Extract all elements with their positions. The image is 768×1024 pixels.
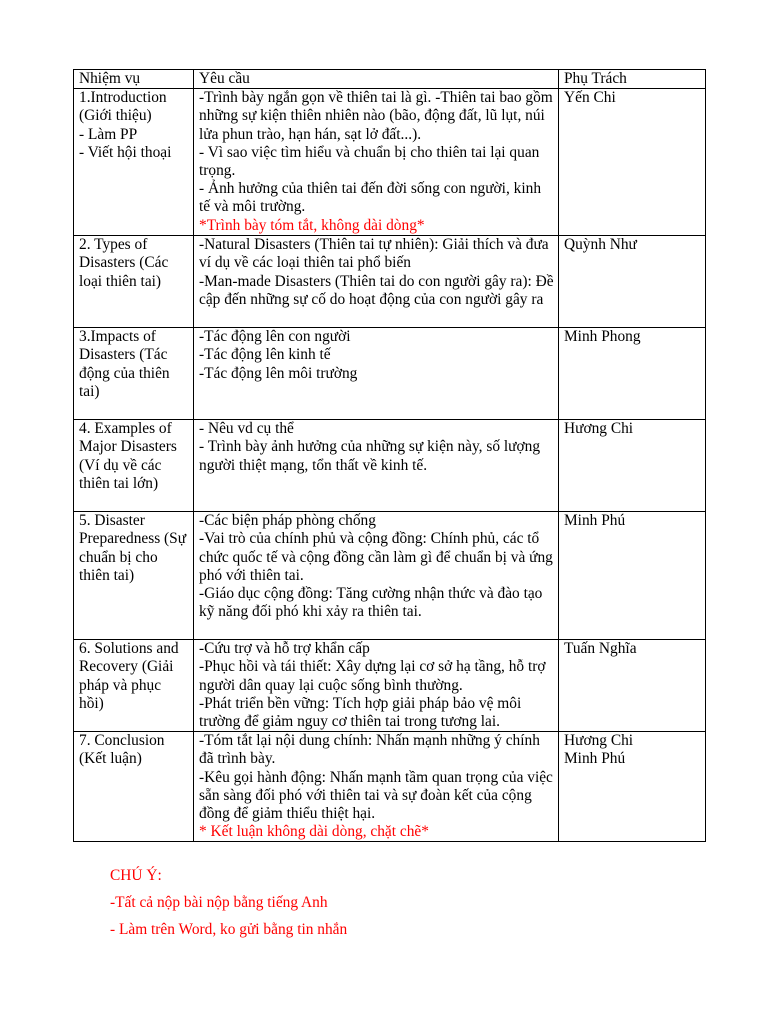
owner-name: Yến Chi xyxy=(564,89,616,107)
requirement-line: - Nêu vd cụ thể xyxy=(199,420,294,438)
owner-name: Quỳnh Như xyxy=(564,236,637,254)
table-row xyxy=(74,732,706,842)
requirement-line: -Tác động lên con người xyxy=(199,328,351,346)
owner-cell xyxy=(559,420,706,512)
owner-cell xyxy=(559,512,706,640)
table-row xyxy=(74,512,706,640)
task-line: 7. Conclusion (Kết luận) xyxy=(79,732,165,768)
owner-name: Hương Chi xyxy=(564,732,634,750)
requirement-line: -Phục hồi và tái thiết: Xây dựng lại cơ sở hạ tầng, hỗ trợ người dân quay lại cuộc sống bình thường. xyxy=(199,658,546,694)
owner-cell xyxy=(559,732,706,842)
requirements-cell xyxy=(194,640,559,732)
task-cell xyxy=(74,512,194,640)
owner-cell xyxy=(559,236,706,328)
note-item: -Tất cả nộp bài nộp bằng tiếng Anh xyxy=(110,894,328,911)
table-header-row xyxy=(74,70,706,89)
owner-name: Minh Phong xyxy=(564,328,641,346)
task-cell xyxy=(74,89,194,236)
table-row xyxy=(74,420,706,512)
requirement-line: -Tác động lên kinh tế xyxy=(199,346,331,364)
task-line: - Viết hội thoại xyxy=(79,143,172,161)
note-item: - Làm trên Word, ko gửi bằng tin nhắn xyxy=(110,921,348,938)
task-cell xyxy=(74,236,194,328)
task-line: 6. Solutions and Recovery (Giải pháp và phục hồi) xyxy=(79,640,179,712)
task-cell xyxy=(74,640,194,732)
header-task: Nhiệm vụ xyxy=(74,70,194,89)
task-cell xyxy=(74,420,194,512)
task-table xyxy=(73,69,706,842)
requirement-line: -Vai trò của chính phủ và cộng đồng: Chính phủ, các tổ chức quốc tế và cộng đồng cần làm gì để chuẩn bị và ứng phó với thiên tai. xyxy=(199,530,553,584)
task-table-body xyxy=(74,70,706,842)
requirements-cell xyxy=(194,512,559,640)
table-row xyxy=(74,236,706,328)
notes-title: CHÚ Ý: xyxy=(110,867,162,884)
header-owner: Phụ Trách xyxy=(559,70,706,89)
requirement-line: - Vì sao việc tìm hiểu và chuẩn bị cho thiên tai lại quan trọng. xyxy=(199,143,540,180)
requirement-line: -Cứu trợ và hỗ trợ khẩn cấp xyxy=(199,640,370,658)
requirement-note: * Kết luận không dài dòng, chặt chẽ* xyxy=(199,823,429,841)
task-line: - Làm PP xyxy=(79,125,138,143)
task-line: 5. Disaster Preparedness (Sự chuẩn bị cho thiên tai) xyxy=(79,512,187,584)
requirement-line: -Các biện pháp phòng chống xyxy=(199,512,376,530)
task-line: 1.Introduction (Giới thiệu) xyxy=(79,89,167,125)
requirements-cell xyxy=(194,89,559,236)
requirement-line: -Tóm tắt lại nội dung chính: Nhấn mạnh những ý chính đã trình bày. xyxy=(199,732,540,768)
task-line: 2. Types of Disasters (Các loại thiên tai) xyxy=(79,236,169,290)
table-row xyxy=(74,89,706,236)
owner-name: Hương Chi xyxy=(564,420,634,438)
owner-cell xyxy=(559,328,706,420)
requirements-cell xyxy=(194,236,559,328)
table-row xyxy=(74,328,706,420)
task-cell xyxy=(74,328,194,420)
requirement-note: *Trình bày tóm tắt, không dài dòng* xyxy=(199,216,425,234)
owner-name: Minh Phú xyxy=(564,512,626,530)
requirement-line: - Trình bày ảnh hưởng của những sự kiện này, số lượng người thiệt mạng, tổn thất về kinh tế. xyxy=(199,438,541,474)
header-requirements: Yêu cầu xyxy=(194,70,559,89)
requirement-line: -Kêu gọi hành động: Nhấn mạnh tầm quan trọng của việc sẵn sàng đối phó với thiên tai và sự đoàn kết của cộng đồng để giảm thiểu thiệt hại. xyxy=(199,768,553,823)
requirement-line: -Tác động lên môi trường xyxy=(199,364,358,382)
notes-section xyxy=(110,867,347,948)
requirements-cell xyxy=(194,420,559,512)
requirement-line: -Man-made Disasters (Thiên tai do con người gây ra): Đề cập đến những sự cố do hoạt động của con người gây ra xyxy=(199,272,554,308)
owner-cell xyxy=(559,89,706,236)
task-line: 4. Examples of Major Disasters (Ví dụ về các thiên tai lớn) xyxy=(79,420,177,492)
owner-name: Minh Phú xyxy=(564,750,626,768)
requirements-cell xyxy=(194,732,559,842)
requirement-line: -Trình bày ngắn gọn về thiên tai là gì. -Thiên tai bao gồm những sự kiện thiên nhiên nào (bão, động đất, lũ lụt, núi lửa phun trào, hạn hán, sạt lở đất...). xyxy=(199,89,553,143)
owner-cell xyxy=(559,640,706,732)
requirement-line: -Phát triển bền vững: Tích hợp giải pháp bảo vệ môi trường để giảm nguy cơ thiên tai trong tương lai. xyxy=(199,694,522,731)
requirements-cell xyxy=(194,328,559,420)
task-line: 3.Impacts of Disasters (Tác động của thiên tai) xyxy=(79,328,170,400)
task-cell xyxy=(74,732,194,842)
owner-name: Tuấn Nghĩa xyxy=(564,640,637,658)
table-row xyxy=(74,640,706,732)
requirement-line: - Ảnh hưởng của thiên tai đến đời sống con người, kinh tế và môi trường. xyxy=(199,180,542,216)
requirement-line: -Giáo dục cộng đồng: Tăng cường nhận thức và đào tạo kỹ năng đối phó khi xảy ra thiên tai. xyxy=(199,585,543,621)
requirement-line: -Natural Disasters (Thiên tai tự nhiên): Giải thích và đưa ví dụ về các loại thiên tai phổ biến xyxy=(199,236,549,272)
